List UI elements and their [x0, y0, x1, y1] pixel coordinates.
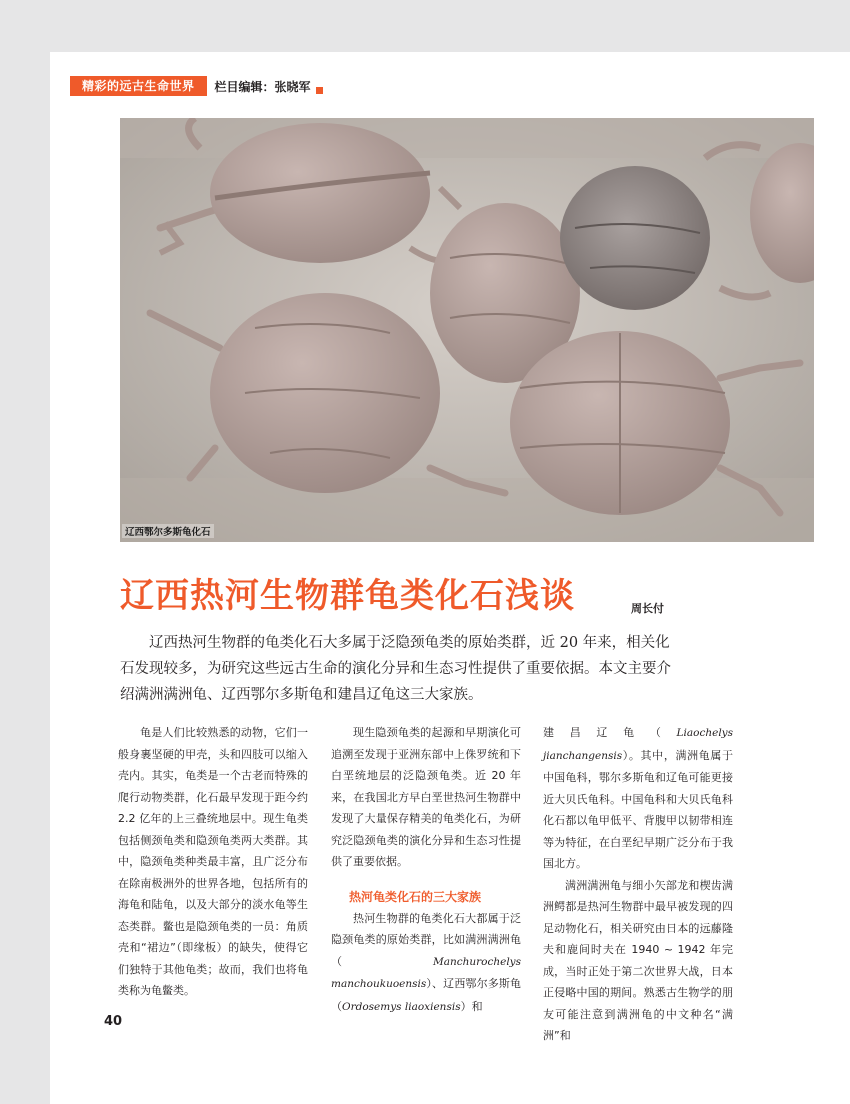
text-column-2 — [331, 722, 521, 1018]
text-column-1 — [118, 722, 308, 1002]
left-margin-bar — [0, 0, 50, 1104]
latin-name-ordosemys: Ordosemys liaoxiensis — [342, 1000, 461, 1013]
body-paragraph: 龟是人们比较熟悉的动物，它们一般身裹坚硬的甲壳，头和四肢可以缩入壳内。其实，龟类是一个古老而特殊的爬行动物类群，化石最早发现于距今约 2.2 亿年的上三叠统地层中。现生龟类包括侧颈龟类和隐颈龟类两大类群。其中，隐颈龟类种类最丰富，且广泛分布在除南极洲外的世界各地，包括所有的海龟和陆龟，以及大部分的淡水龟等生态类群。鳖也是隐颈龟类的一员：角质壳和“裙边”（即缘板）的缺失，使得它们独特于其他龟类；故而，我们也将龟类称为龟鳖类。 — [118, 726, 308, 997]
latin-name-manchurochelys: Manchurochelys manchoukuoensis — [331, 955, 521, 990]
text-column-3 — [543, 722, 733, 1047]
body-text-segment: ）。其中，满洲龟属于中国龟科，鄂尔多斯龟和辽龟可能更接近大贝氏龟科。中国龟科和大贝氏龟科化石都以龟甲低平、背腹甲以韧带相连等为特征，在白垩纪早期广泛分布于我国北方。 — [543, 748, 733, 870]
body-paragraph — [331, 908, 521, 1019]
turtle-fossil-illustration — [120, 118, 814, 542]
fossil-turtle-dark — [560, 166, 710, 310]
body-text-segment: ）、辽西鄂尔多斯龟（ — [331, 977, 521, 1013]
orange-square-decoration — [316, 87, 323, 94]
body-paragraph — [543, 722, 733, 875]
article-title: 辽西热河生物群龟类化石浅谈 — [120, 576, 575, 616]
body-text-segment: ）和 — [460, 999, 483, 1013]
top-margin-bar — [0, 0, 850, 52]
body-paragraph: 满洲满洲龟与细小矢部龙和楔齿满洲鳄都是热河生物群中最早被发现的四足动物化石，相关研究由日本的远藤隆夫和鹿间时夫在 1940 ~ 1942 年完成，当时正处于第二次世界大战，日本正侵略中国的期间。熟悉古生物学的朋友可能注意到满洲龟的中文种名“满洲”和 — [543, 878, 733, 1042]
latin-name-liaochelys: Liaochelys jianchangensis — [543, 727, 733, 762]
lead-text: 辽西热河生物群的龟类化石大多属于泛隐颈龟类的原始类群，近 20 年来，相关化石发现较多，为研究这些远古生命的演化分异和生态习性提供了重要依据。本文主要介绍满洲满洲龟、辽西鄂尔多斯龟和建昌辽龟这三大家族。 — [120, 635, 671, 703]
page-number: 40 — [104, 1014, 123, 1029]
lead-paragraph — [120, 630, 680, 708]
body-paragraph: 现生隐颈龟类的起源和早期演化可追溯至发现于亚洲东部中上侏罗统和下白垩统地层的泛隐颈龟类。近 20 年来，在我国北方早白垩世热河生物群中发现了大量保存精美的龟类化石，为研究泛隐颈龟类的演化分异和生态习性提供了重要依据。 — [331, 726, 521, 868]
column-editor: 栏目编辑：张晓军 — [214, 79, 311, 94]
article-author: 周长付 — [631, 602, 664, 615]
running-header — [70, 76, 323, 96]
body-text-segment: 建昌辽龟（ — [543, 726, 677, 739]
section-subheading: 热河龟类化石的三大家族 — [349, 889, 482, 904]
fossil-photo — [120, 118, 814, 542]
section-tag: 精彩的远古生命世界 — [70, 76, 207, 96]
photo-caption: 辽西鄂尔多斯龟化石 — [122, 524, 214, 538]
body-text-segment: 热河生物群的龟类化石大都属于泛隐颈龟类的原始类群，比如满洲满洲龟（ — [331, 911, 521, 968]
